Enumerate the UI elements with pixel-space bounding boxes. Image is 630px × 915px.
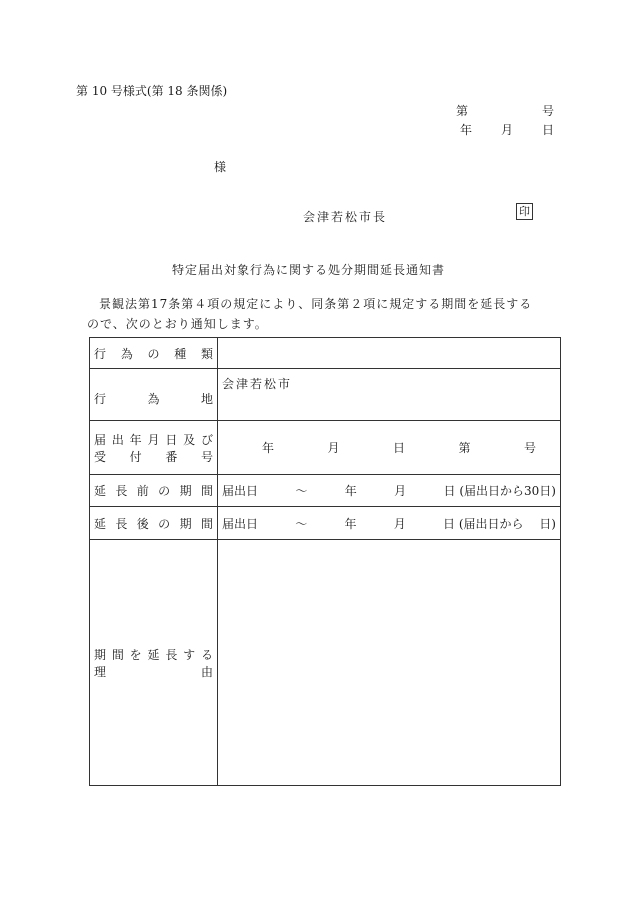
row-act-place	[90, 369, 561, 421]
label-char: 間	[111, 647, 124, 662]
after-period-label	[90, 507, 218, 540]
label-char: の	[158, 484, 171, 498]
act-type-value	[218, 338, 561, 369]
label-char: 号	[200, 449, 213, 464]
label-char: 月	[327, 441, 340, 455]
body-line-1: 景観法第17条第４項の規定により、同条第２項に規定する期間を延長する	[99, 297, 533, 311]
label-char: 地	[200, 392, 213, 406]
label-char: 月	[394, 484, 407, 498]
row-before-period	[90, 475, 561, 507]
label-char: 年	[344, 516, 357, 531]
notice-body	[87, 294, 557, 334]
number-prefix: 第	[456, 104, 469, 118]
label-char: 種	[174, 346, 187, 361]
label-char: 理	[94, 664, 107, 679]
label-char: 番	[165, 449, 178, 464]
label-char: 行	[94, 346, 107, 361]
form-number: 第 10 号様式(第 18 条関係)	[76, 84, 228, 98]
body-line-2: ので、次のとおり通知します。	[87, 317, 268, 331]
label-char: 号	[523, 441, 536, 455]
after-period-value	[218, 507, 561, 540]
label-char: ～	[295, 516, 308, 531]
reason-value	[218, 540, 561, 786]
label-char: す	[183, 647, 196, 662]
label-char: 長	[115, 484, 128, 498]
label-char: の	[147, 346, 160, 361]
label-char: 年	[344, 484, 357, 498]
row-after-period	[90, 507, 561, 540]
label-char: 期	[94, 647, 107, 662]
label-char: 期	[179, 484, 192, 498]
document-number-line	[456, 102, 554, 119]
label-char: 長	[165, 647, 178, 662]
label-char: 日 (届出日から 日)	[443, 516, 556, 531]
label-char: 月	[393, 516, 406, 531]
label-char: 年	[129, 432, 142, 447]
label-char: を	[129, 647, 142, 662]
label-char: の	[158, 516, 171, 531]
label-char: 期	[179, 516, 192, 531]
row-act-type	[90, 338, 561, 369]
act-type-label	[90, 338, 218, 369]
label-char: 届	[94, 432, 107, 447]
label-char: 及	[183, 432, 196, 447]
before-period-label	[90, 475, 218, 507]
label-char: 間	[200, 516, 213, 531]
row-receipt	[90, 421, 561, 475]
issue-day: 日	[541, 123, 554, 137]
issue-year: 年	[460, 123, 473, 137]
label-char: 届出日	[222, 516, 259, 531]
issuer-name: 会津若松市長	[303, 210, 388, 224]
label-char: ～	[295, 484, 308, 498]
label-char: 月	[147, 432, 160, 447]
label-char: 長	[115, 516, 128, 531]
label-char: 届出日	[222, 484, 259, 498]
label-char: 行	[94, 392, 107, 406]
label-char: 延	[147, 647, 160, 662]
act-place-label	[90, 369, 218, 421]
label-char: 日	[165, 432, 178, 447]
label-char: 出	[111, 432, 124, 447]
number-suffix: 号	[541, 104, 554, 118]
document-title: 特定届出対象行為に関する処分期間延長通知書	[172, 263, 446, 277]
label-char: 為	[147, 392, 160, 406]
label-char: 類	[200, 346, 213, 361]
label-char: 第	[458, 441, 471, 455]
receipt-label	[90, 421, 218, 475]
label-char: 年	[262, 441, 275, 455]
label-char: 延	[94, 516, 107, 531]
label-char: 前	[136, 484, 149, 498]
seal-mark: 印	[516, 203, 533, 220]
issue-date-line	[460, 121, 554, 138]
label-char: び	[200, 432, 213, 447]
act-place-value: 会津若松市	[218, 369, 561, 421]
row-reason	[90, 540, 561, 786]
recipient-honorific: 様	[214, 160, 227, 174]
before-period-value	[218, 475, 561, 507]
label-char: る	[200, 647, 213, 662]
label-char: 日	[392, 441, 405, 455]
label-char: 受	[94, 449, 107, 464]
reason-label	[90, 540, 218, 786]
issue-month: 月	[500, 123, 513, 137]
notice-form-table	[89, 337, 561, 786]
label-char: 付	[129, 449, 142, 464]
label-char: 間	[200, 484, 213, 498]
label-char: 由	[200, 664, 213, 679]
label-char: 日 (届出日から30日)	[443, 484, 556, 498]
label-char: 後	[136, 516, 149, 531]
label-char: 延	[94, 484, 107, 498]
label-char: 為	[120, 346, 133, 361]
receipt-value	[218, 421, 561, 475]
